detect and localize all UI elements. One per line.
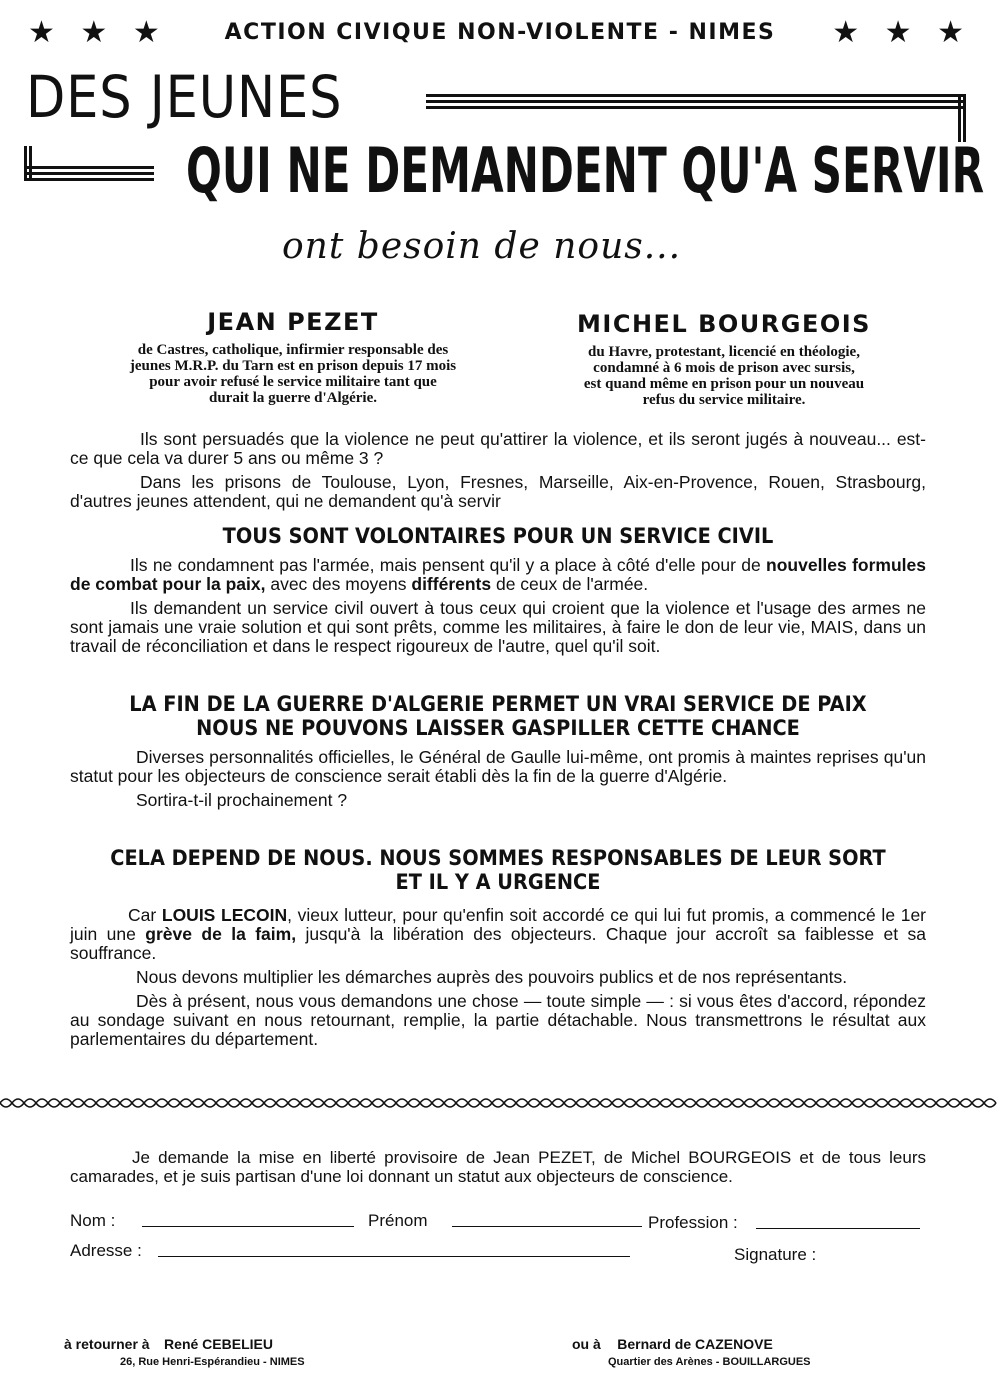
footer-left-name: René CEBELIEU	[164, 1336, 273, 1352]
footer-right	[572, 1336, 811, 1368]
adresse-label: Adresse :	[70, 1241, 142, 1260]
text-run: , vieux lutteur, pour qu'enfin soit accordé ce qui lui fut promis, a commencé le 1er juin une	[70, 905, 927, 944]
emphasis-text: nouvelles formules de combat pour la paix,	[70, 555, 926, 594]
section-1-body	[70, 556, 926, 656]
section-2-body	[70, 748, 926, 810]
stars-left-icon: ★ ★ ★	[28, 14, 168, 50]
section-2-paragraph-2: Sortira-t-il prochainement ?	[136, 790, 348, 810]
desc-line: du Havre, protestant, licencié en théologie,	[588, 344, 860, 360]
nom-field[interactable]	[142, 1212, 354, 1227]
section-2-heading	[104, 692, 892, 740]
section-3-heading	[95, 846, 901, 894]
desc-line: de Castres, catholique, infirmier responsable des	[137, 342, 449, 358]
desc-line: durait la guerre d'Algérie.	[208, 390, 378, 406]
signature-label: Signature :	[734, 1245, 817, 1264]
section-1-heading: TOUS SONT VOLONTAIRES POUR UN SERVICE CIVIL	[222, 524, 774, 548]
stars-right-icon: ★ ★ ★	[832, 14, 972, 50]
person-card-pezet	[88, 308, 498, 406]
form-statement	[70, 1148, 926, 1186]
footer-left	[64, 1336, 305, 1368]
section-3-paragraph-3: Dès à présent, nous vous demandons une chose — toute simple — : si vous êtes d'accord, répondez au sondage suivant en nous retournant, remplie, la partie détachable. Nous transmettrons le résultat aux parlementaires du département.	[70, 991, 926, 1049]
headline-line-2: QUI NE DEMANDENT QU'A SERVIR	[186, 134, 985, 207]
person-description	[524, 344, 924, 408]
emphasis-text: différents	[411, 574, 492, 594]
desc-line: est quand même en prison pour un nouveau	[583, 376, 865, 392]
text-run: jusqu'à la libération des objecteurs. Chaque jour accroît sa faiblesse et sa souffrance.	[70, 924, 926, 963]
adresse-field[interactable]	[158, 1242, 630, 1257]
intro-section	[70, 430, 926, 511]
heading-line: NOUS NE POUVONS LAISSER GASPILLER CETTE CHANCE	[196, 716, 800, 740]
section-2-paragraph-1: Diverses personnalités officielles, le Général de Gaulle lui-même, ont promis à maintes reprises qu'un statut pour les objecteurs de conscience serait établi dès la fin de la guerre d'Algérie.	[70, 747, 926, 786]
person-description	[88, 342, 498, 406]
text-run: avec des moyens	[265, 574, 412, 594]
desc-line: refus du service militaire.	[642, 392, 806, 408]
heading-line: LA FIN DE LA GUERRE D'ALGERIE PERMET UN VRAI SERVICE DE PAIX	[129, 692, 867, 716]
footer-right-address: Quartier des Arènes - BOUILLARGUES	[608, 1356, 811, 1368]
emphasis-text: grève de la faim,	[145, 924, 297, 944]
desc-line: pour avoir refusé le service militaire tant que	[149, 374, 437, 390]
desc-line: condamné à 6 mois de prison avec sursis,	[593, 360, 855, 376]
footer-left-prefix: à retourner à	[64, 1336, 150, 1352]
cut-line-icon	[0, 1092, 1000, 1114]
intro-paragraph-2: Dans les prisons de Toulouse, Lyon, Fresnes, Marseille, Aix-en-Provence, Rouen, Strasbourg, d'autres jeunes attendent, qui ne demandent qu'à servir	[70, 472, 926, 511]
section-3-paragraph-1	[70, 906, 926, 963]
prenom-label: Prénom	[368, 1211, 428, 1230]
profession-field[interactable]	[756, 1214, 920, 1229]
decorative-rule-right	[426, 94, 966, 108]
section-3-paragraph-2: Nous devons multiplier les démarches auprès des pouvoirs publics et de nos représentants.	[136, 967, 848, 987]
top-banner	[0, 14, 1000, 50]
text-run: Ils ne condamnent pas l'armée, mais pensent qu'il y a place à côté d'elle pour de	[130, 555, 761, 575]
person-card-bourgeois	[524, 310, 924, 408]
heading-line: CELA DEPEND DE NOUS. NOUS SOMMES RESPONSABLES DE LEUR SORT	[110, 846, 886, 870]
text-run: Car	[128, 905, 162, 925]
footer-right-name: Bernard de CAZENOVE	[617, 1336, 773, 1352]
section-3-body	[70, 906, 926, 1049]
person-name: JEAN PEZET	[207, 308, 379, 336]
text-run: de ceux de l'armée.	[491, 574, 649, 594]
headline-line-3: ont besoin de nous...	[282, 226, 682, 267]
prenom-field[interactable]	[452, 1212, 642, 1227]
desc-line: jeunes M.R.P. du Tarn est en prison depuis 17 mois	[129, 358, 457, 374]
profession-label: Profession :	[648, 1213, 738, 1232]
footer-left-address: 26, Rue Henri-Espérandieu - NIMES	[120, 1356, 305, 1368]
intro-paragraph-1: Ils sont persuadés que la violence ne peut qu'attirer la violence, et ils seront jugés à nouveau... est-ce que cela va durer 5 ans ou même 3 ?	[70, 429, 926, 468]
statement-text: Je demande la mise en liberté provisoire de Jean PEZET, de Michel BOURGEOIS et de tous leurs camarades, et je suis partisan d'une loi donnant un statut aux objecteurs de conscience.	[70, 1148, 926, 1186]
section-1-paragraph-2: Ils demandent un service civil ouvert à tous ceux qui croient que la violence et l'usage des armes ne sont jamais une vraie solution et qui sont prêts, comme les militaires, à faire le don de leur vie, MAIS, dans un travail de réconciliation et dans le respect rigoureux de l'autre, quel qu'il soit.	[70, 598, 926, 656]
footer-right-prefix: ou à	[572, 1336, 601, 1352]
section-1-paragraph-1	[70, 556, 926, 594]
person-name: MICHEL BOURGEOIS	[577, 310, 871, 338]
headline-line-1: DES JEUNES	[26, 63, 343, 131]
organization-name: ACTION CIVIQUE NON-VIOLENTE - NIMES	[224, 19, 776, 45]
emphasis-text: LOUIS LECOIN	[161, 905, 288, 925]
decorative-rule-left	[24, 146, 154, 180]
nom-label: Nom :	[70, 1211, 116, 1230]
heading-line: ET IL Y A URGENCE	[395, 870, 601, 894]
